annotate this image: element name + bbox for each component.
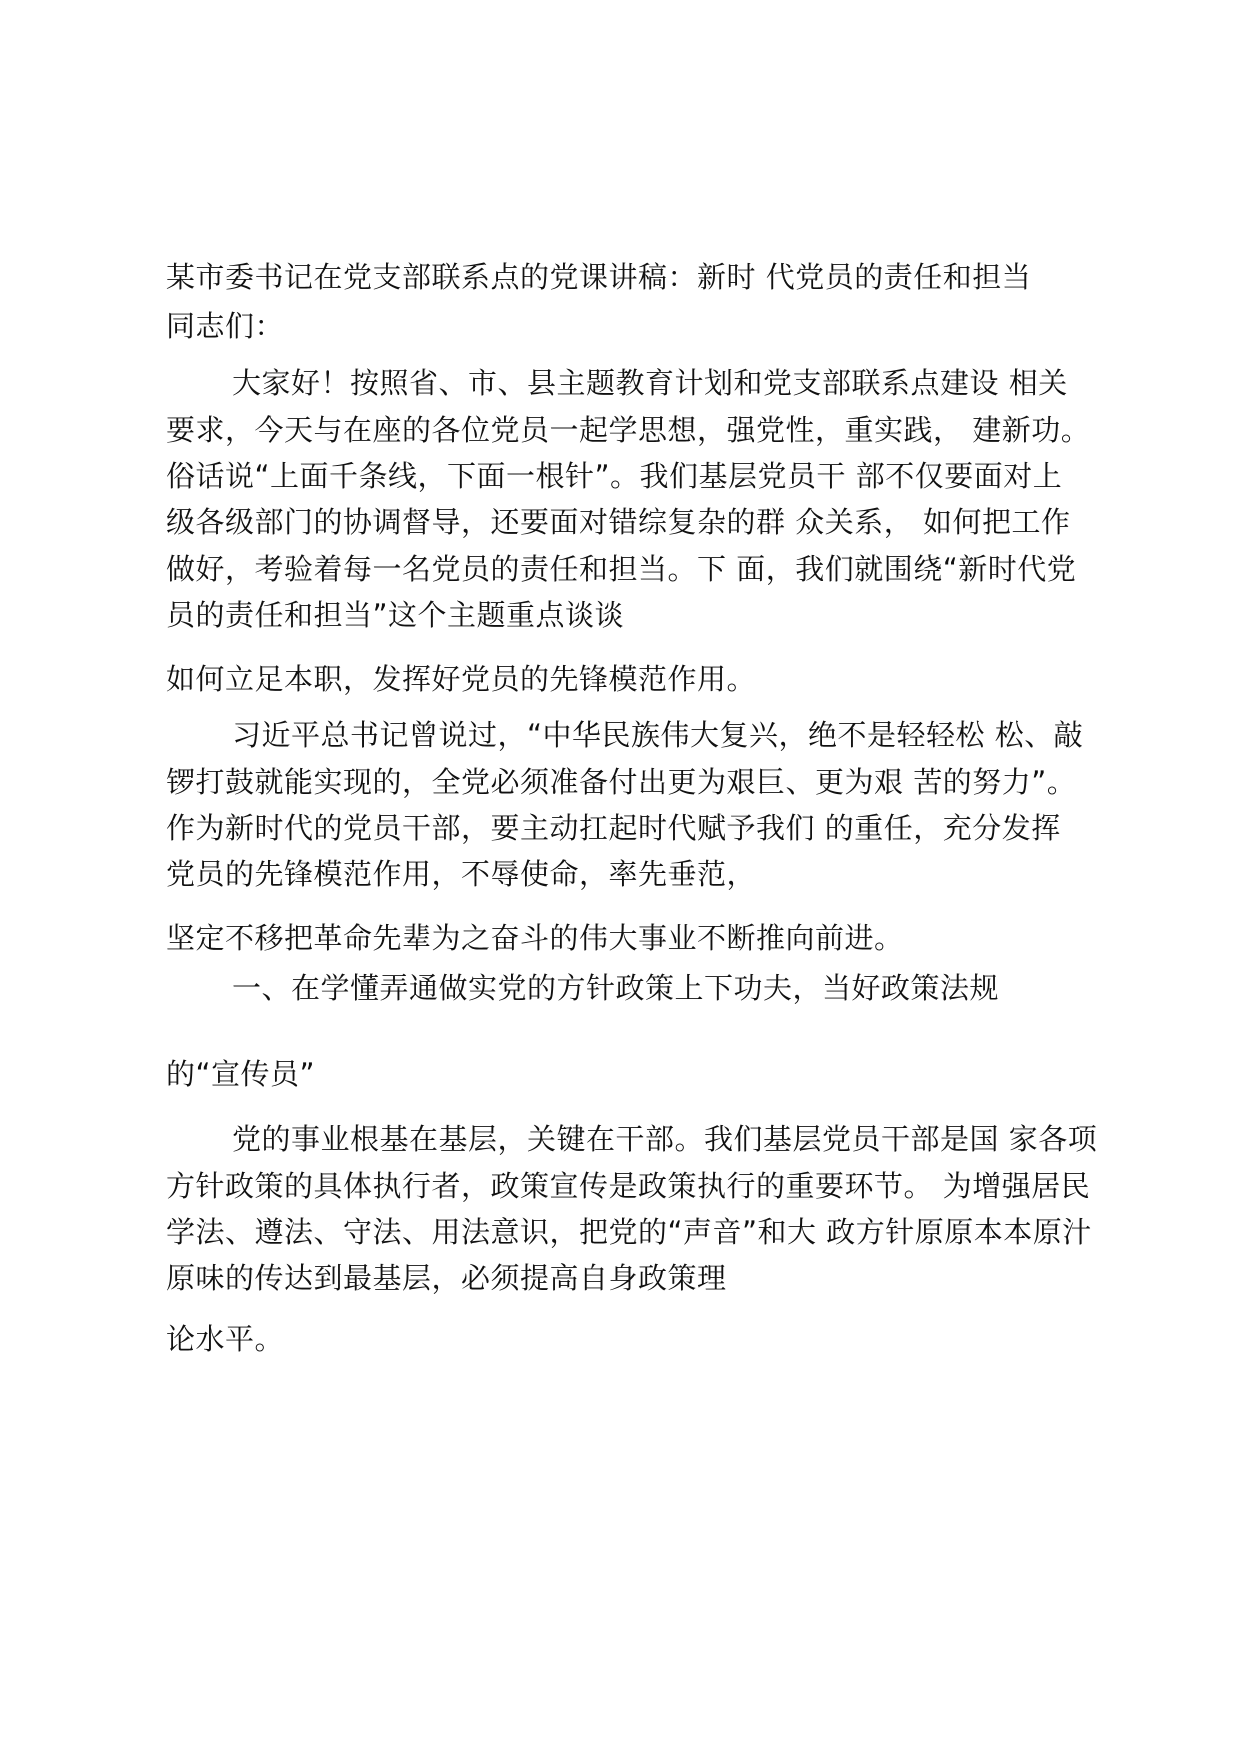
document-title: 某市委书记在党支部联系点的党课讲稿：新时 代党员的责任和担当	[166, 260, 1032, 294]
paragraph-line: 党的事业根基在基层，关键在干部。我们基层党员干部是国 家各项	[232, 1122, 1098, 1156]
section-heading: 的“宣传员”	[166, 1057, 316, 1091]
paragraph-line: 习近平总书记曾说过，“中华民族伟大复兴，绝不是轻轻松 松、敲	[232, 718, 1084, 752]
paragraph-line: 如何立足本职，发挥好党员的先锋模范作用。	[166, 662, 757, 696]
paragraph-line: 作为新时代的党员干部，要主动扛起时代赋予我们 的重任，充分发挥	[166, 811, 1061, 845]
paragraph-line: 方针政策的具体执行者，政策宣传是政策执行的重要环节。 为增强居民	[166, 1169, 1091, 1203]
paragraph-line: 原味的传达到最基层，必须提高自身政策理	[166, 1261, 727, 1295]
paragraph-line: 学法、遵法、守法、用法意识，把党的“声音”和大 政方针原原本本原汁	[166, 1215, 1092, 1249]
paragraph-line: 党员的先锋模范作用，不辱使命，率先垂范，	[166, 857, 757, 891]
paragraph-line: 大家好！按照省、市、县主题教育计划和党支部联系点建设 相关	[232, 366, 1068, 400]
paragraph-line: 锣打鼓就能实现的，全党必须准备付出更为艰巨、更为艰 苦的努力”。	[166, 765, 1077, 799]
paragraph-line: 要求，今天与在座的各位党员一起学思想，强党性，重实践， 建新功。	[166, 413, 1091, 447]
paragraph-line: 俗话说“上面千条线，下面一根针”。我们基层党员干 部不仅要面对上	[166, 459, 1063, 493]
salutation: 同志们：	[166, 309, 285, 343]
paragraph-line: 员的责任和担当”这个主题重点谈谈	[166, 598, 625, 632]
paragraph-line: 做好，考验着每一名党员的责任和担当。下 面，我们就围绕“新时代党	[166, 552, 1077, 586]
paragraph-line: 论水平。	[166, 1322, 285, 1356]
paragraph-line: 坚定不移把革命先辈为之奋斗的伟大事业不断推向前进。	[166, 921, 904, 955]
section-heading: 一、在学懂弄通做实党的方针政策上下功夫，当好政策法规	[232, 971, 1000, 1005]
paragraph-line: 级各级部门的协调督导，还要面对错综复杂的群 众关系， 如何把工作	[166, 505, 1071, 539]
